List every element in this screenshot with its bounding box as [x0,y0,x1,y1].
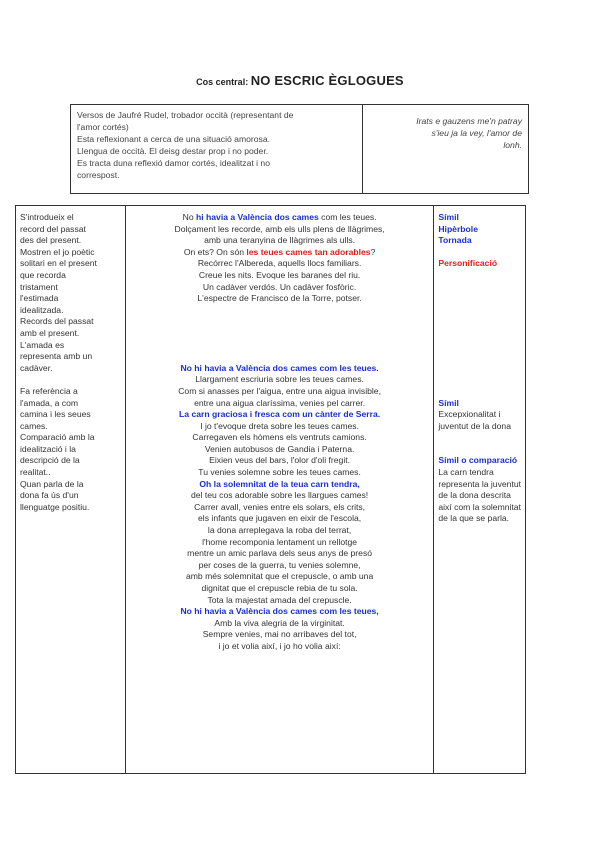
comment-line: solitari en el present [20,258,97,269]
comment-line: camina i les seues [20,409,91,420]
figure-label: Símil [438,212,459,222]
commentary-column [16,206,126,773]
intro-line: l'amor cortés) [77,122,129,132]
poem-highlight: Oh la solemnitat de la teua carn tendra, [199,478,360,489]
poem-line: entre una aigua claríssima, venies pel carrer. [194,397,366,408]
poem-line: i jo et volia així, i jo ho volia així: [218,640,341,651]
comment-line: Mostren el jo poètic [20,246,95,257]
poem-line: l'home recomponia lentament un rellotge [202,536,358,547]
analysis-table [15,205,526,774]
poem-line: No hi havia a València dos cames com les teues. [182,212,377,222]
figure-note: La carn tendra [438,467,494,478]
comment-line: record del passat [20,223,86,234]
intro-description [71,105,363,193]
poem-line: del teu cos adorable sobre les llargues cames! [190,490,369,501]
comment-line: tristament [20,281,58,292]
poem-line: per coses de la guerra, tu venies solemne, [198,559,361,570]
poem-line: dignitat que el crepuscle rebia de tu sola. [201,583,358,593]
poem-line: Dolçament les recorde, amb els ulls plens de llàgrimes, [174,223,385,234]
poem-line: I jo t'evoque dreta sobre les teues cames. [200,420,359,431]
poem-line: Tota la majestat amada del crepuscle. [207,594,352,605]
intro-line: Versos de Jaufré Rudel, trobador occità (representant de [77,110,294,120]
poem-refrain: No hi havia a València dos cames com les teues, [180,606,379,617]
quote-line: s'ieu ja la vey, l'amor de [431,128,522,138]
figure-note: Excepxionalitat i [438,409,501,420]
poem-line: Carregaven els hòmens els ventruts camions. [192,432,367,443]
figure-label: Símil [438,397,459,408]
poem-line: Creue les nits. Evoque les baranes del riu. [198,269,361,280]
figure-label: Símil o comparació [438,455,518,466]
poem-line: Venien autobusos de Gandia i Paterna. [204,443,355,454]
comment-line: cadàver. [20,362,53,373]
poem-line: mentre un amic parlava dels seus anys de presó [187,548,373,559]
poem-line: Com si anasses per l'aigua, entre una aigua invisible, [178,385,381,396]
poem-line: la dona arreplegava la roba del terrat, [207,525,352,536]
comment-line: representa amb un [20,351,93,362]
figure-label-red: Personificació [438,258,498,269]
poem-line: Llargament escriuria sobre les teues cames. [195,374,364,385]
poem-refrain: No hi havia a València dos cames com les teues. [180,362,379,373]
comment-line: idealització i la [20,443,76,454]
intro-line: correspost. [77,170,120,180]
intro-line: Esta reflexionant a cerca de una situació amorosa. [77,134,270,144]
poem-line: Amb la viva alegria de la virginitat. [214,617,345,628]
intro-quote [363,105,528,193]
comment-line: que recorda [20,269,66,280]
figure-note: representa la juventut [438,478,521,489]
comment-line: Fa referència a [20,385,78,396]
comment-line: realitat.. [20,467,51,478]
figure-label: Tornada [438,235,472,246]
comment-line: amb el present. [20,327,80,338]
intro-line: Llengua de occità. El deisg destar prop i no poder. [77,146,269,156]
poem-line: Carrer avall, venies entre els solars, els crits, [194,501,366,512]
poem-highlight: La carn graciosa i fresca com un cànter de Serra. [179,409,381,420]
poem-line: amb més solemnitat que el crepuscle, o amb una [185,571,374,582]
comment-line: l'amada, a com [20,397,79,408]
page-title [0,72,600,90]
comment-line: descripció de la [20,455,80,466]
figure-note: així com la solemnitat [438,501,521,512]
poem-line: amb una teranyina de llàgrimes als ulls. [204,235,356,246]
figure-label: Hipèrbole [438,223,478,234]
quote-line: Irats e gauzens me'n patray [416,116,522,126]
title-main: NO ESCRIC ÈGLOGUES [250,73,404,88]
comment-line: idealitzada. [20,304,64,315]
poem-line: Sempre venies, mai no arribaves del tot, [202,629,357,640]
comment-line: L'amada es [20,339,65,350]
intro-table [70,104,529,194]
figure-note: de la que se parla. [438,513,510,524]
comment-line: des del present. [20,235,82,246]
poem-line: On ets? On són les teues cames tan adorables? [183,246,376,257]
poem-line: Un cadàver verdós. Un cadàver fosfòric. [202,281,357,292]
comment-line: l'estimada [20,293,59,304]
comment-line: Records del passat [20,316,94,327]
title-prefix: Cos central: [196,77,251,87]
comment-line: llenguatge positiu. [20,501,90,512]
poem-line: Eixien veus del bars, l'olor d'oli fregit. [209,455,351,466]
highlight-blue: hi havia a València dos cames [195,212,319,222]
poem-column [126,206,435,773]
intro-line: Es tracta duna reflexió damor cortés, idealitzat i no [77,158,270,168]
comment-line: dona fa ús d'un [20,490,79,501]
comment-line: Comparació amb la [20,432,95,443]
quote-line: lonh. [503,140,522,150]
poem-line: els infants que jugaven en eixir de l'escola, [198,513,362,524]
poem-line: Recórrec l'Albereda, aquells llocs familiars. [197,258,362,269]
comment-line: cames. [20,420,48,431]
figures-column [434,206,525,773]
figure-note: de la dona descrita [438,490,511,501]
comment-line: Quan parla de la [20,478,84,489]
poem-line: L'espectre de Francisco de la Torre, potser. [197,293,362,304]
highlight-red: les teues cames tan adorables [246,246,371,257]
poem-line: Tu venies solemne sobre les teues cames. [198,467,361,478]
figure-note: juventut de la dona [438,420,511,431]
comment-line: S'introdueix el [20,212,74,222]
